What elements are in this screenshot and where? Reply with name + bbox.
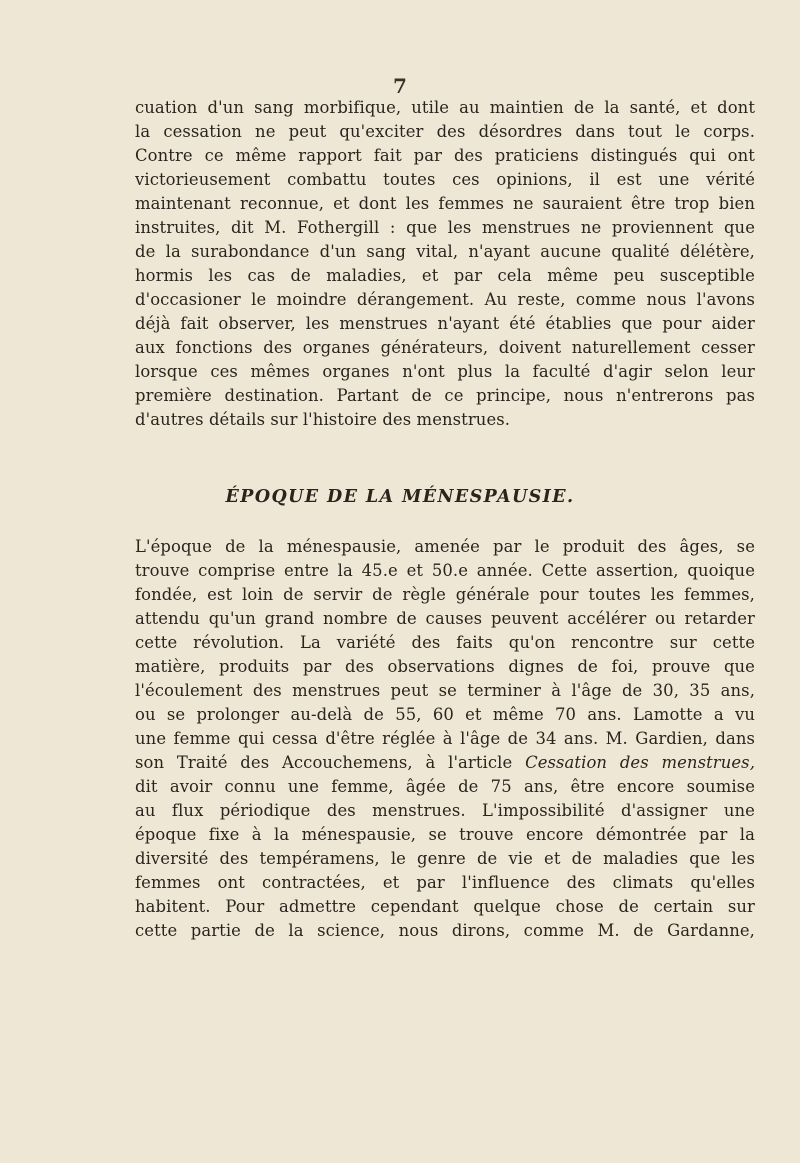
para2-line-12: au flux périodique des menstrues. L'impossibilité d'assigner une bbox=[135, 801, 755, 820]
para1-line-5: maintenant reconnue, et dont les femmes ne sauraient être trop bien bbox=[135, 194, 755, 213]
italic-title: Cessation des menstrues, bbox=[525, 753, 755, 772]
para2-line-8: ou se prolonger au-delà de 55, 60 et même 70 ans. Lamotte a vu bbox=[135, 705, 755, 724]
para2-line-4: attendu qu'un grand nombre de causes peuvent accélérer ou retarder bbox=[135, 609, 755, 628]
para2-line-11: dit avoir connu une femme, âgée de 75 ans, être encore soumise bbox=[135, 777, 755, 796]
para1-line-9: d'occasioner le moindre dérangement. Au reste, comme nous l'avons bbox=[135, 290, 755, 309]
para2-line-17: cette partie de la science, nous dirons, comme M. de Gardanne, bbox=[135, 921, 755, 940]
para2-line-10-text: son Traité des Accouchemens, à l'article bbox=[135, 753, 513, 772]
para2-line-6: matière, produits par des observations dignes de foi, prouve que bbox=[135, 657, 755, 676]
para1-line-2: la cessation ne peut qu'exciter des désordres dans tout le corps. bbox=[135, 122, 755, 141]
para1-line-14: d'autres détails sur l'histoire des menstrues. bbox=[135, 410, 511, 429]
para2-line-7: l'écoulement des menstrues peut se terminer à l'âge de 30, 35 ans, bbox=[135, 681, 755, 700]
page-number: 7 bbox=[393, 74, 407, 98]
para1-line-4: victorieusement combattu toutes ces opinions, il est une vérité bbox=[135, 170, 755, 189]
para2-line-14: diversité des tempéramens, le genre de vie et de maladies que les bbox=[135, 849, 755, 868]
para1-line-11: aux fonctions des organes générateurs, doivent naturellement cesser bbox=[135, 338, 755, 357]
section-heading: ÉPOQUE DE LA MÉNESPAUSIE. bbox=[225, 487, 575, 507]
para1-line-3: Contre ce même rapport fait par des praticiens distingués qui ont bbox=[135, 146, 755, 165]
para2-line-10 bbox=[135, 751, 755, 775]
para2-line-1: L'époque de la ménespausie, amenée par le produit des âges, se bbox=[135, 537, 755, 556]
para2-line-9: une femme qui cessa d'être réglée à l'âge de 34 ans. M. Gardien, dans bbox=[135, 729, 755, 748]
para2-line-15: femmes ont contractées, et par l'influence des climats qu'elles bbox=[135, 873, 755, 892]
para2-line-13: époque fixe à la ménespausie, se trouve encore démontrée par la bbox=[135, 825, 755, 844]
para2-line-5: cette révolution. La variété des faits qu'on rencontre sur cette bbox=[135, 633, 755, 652]
para2-line-2: trouve comprise entre la 45.e et 50.e année. Cette assertion, quoique bbox=[135, 561, 755, 580]
para2-line-3: fondée, est loin de servir de règle générale pour toutes les femmes, bbox=[135, 585, 755, 604]
para1-line-7: de la surabondance d'un sang vital, n'ayant aucune qualité délétère, bbox=[135, 242, 755, 261]
para1-line-12: lorsque ces mêmes organes n'ont plus la faculté d'agir selon leur bbox=[135, 362, 755, 381]
para1-line-13: première destination. Partant de ce principe, nous n'entrerons pas bbox=[135, 386, 755, 405]
para1-line-10: déjà fait observer, les menstrues n'ayant été établies que pour aider bbox=[135, 314, 755, 333]
para1-line-6: instruites, dit M. Fothergill : que les menstrues ne proviennent que bbox=[135, 218, 755, 237]
para1-line-8: hormis les cas de maladies, et par cela même peu susceptible bbox=[135, 266, 755, 285]
para2-line-16: habitent. Pour admettre cependant quelque chose de certain sur bbox=[135, 897, 755, 916]
para1-line-1: cuation d'un sang morbifique, utile au maintien de la santé, et dont bbox=[135, 98, 755, 117]
